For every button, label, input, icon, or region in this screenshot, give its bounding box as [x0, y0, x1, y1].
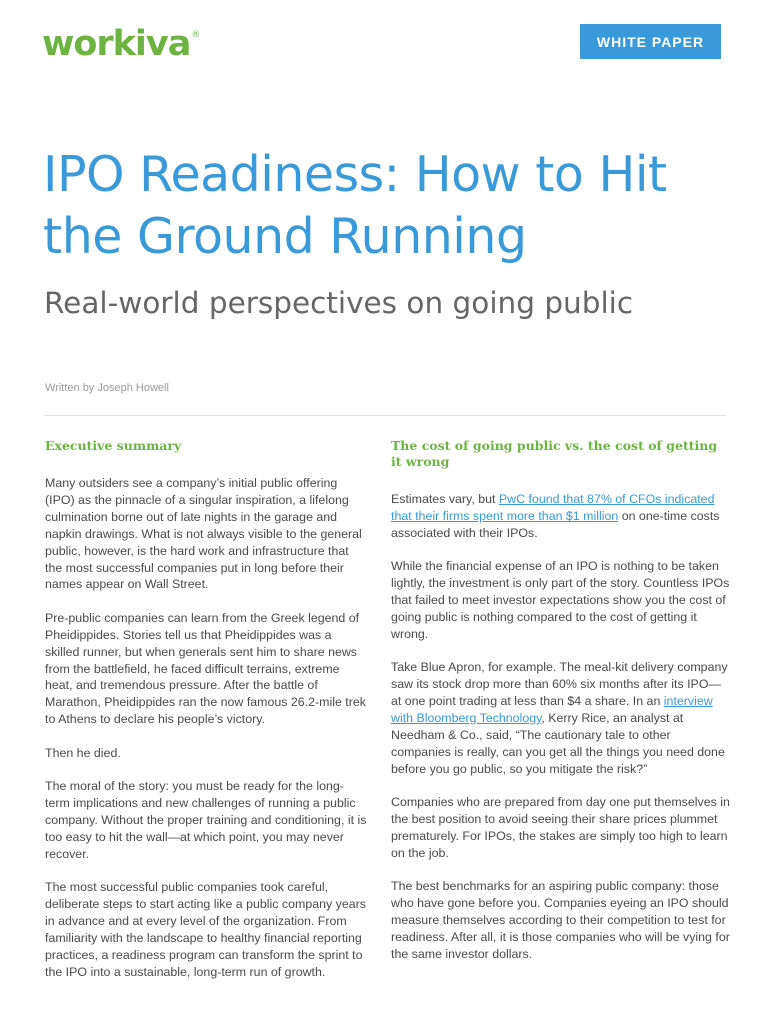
right-column	[391, 438, 731, 979]
page-subtitle: Real-world perspectives on going public	[44, 286, 634, 320]
paragraph: The best benchmarks for an aspiring public company: those who have gone before you. Companies eyeing an IPO should measure themselves according to their competition to test for readiness. After all, it is those companies who will be vying for the same investor dollars.	[391, 879, 730, 961]
white-paper-badge: WHITE PAPER	[580, 24, 721, 59]
page-title: IPO Readiness: How to Hit the Ground Running	[43, 146, 667, 265]
paragraph: Companies who are prepared from day one put themselves in the best position to avoid seeing their share prices plummet prematurely. For IPOs, the stakes are simply too high to learn on the job.	[391, 795, 730, 860]
paragraph: While the financial expense of an IPO is nothing to be taken lightly, the investment is only part of the story. Countless IPOs that failed to meet investor expectations show you the cost of going public is nothing compared to the cost of getting it wrong.	[391, 559, 730, 641]
paragraph: Pre-public companies can learn from the Greek legend of Pheidippides. Stories tell us that Pheidippides was a skilled runner, but when generals sent him to share news from the battlefield, he faced difficult terrains, extreme heat, and tremendous pressure. After the battle of Marathon, Pheidippides ran the now famous 26.2-mile trek to Athens to declare his people’s victory.	[45, 610, 366, 727]
registered-mark: ®	[191, 30, 200, 40]
executive-summary-heading: Executive summary	[45, 438, 182, 453]
left-column	[45, 438, 367, 997]
paragraph: The moral of the story: you must be ready for the long-term implications and new challenges of running a public company. Without the proper training and conditioning, it is too easy to hit the wall—at which point, you may never recover.	[45, 779, 367, 861]
author-byline: Written by Joseph Howell	[45, 382, 169, 394]
paragraph: Estimates vary, but PwC found that 87% of CFOs indicated that their firms spent more than $1 million on one-time costs associated with their IPOs.	[391, 492, 720, 540]
paragraph: Many outsiders see a company’s initial public offering (IPO) as the pinnacle of a singular inspiration, a lifelong culmination borne out of late nights in the garage and napkin drawings. What is not always visible to the general public, however, is the hard work and infrastructure that the most successful companies put in long before their names appear on Wall Street.	[45, 476, 362, 592]
paragraph: Then he died.	[45, 745, 121, 760]
header-divider	[44, 415, 725, 416]
workiva-logo	[42, 24, 199, 64]
pwc-study-link[interactable]: PwC found that 87% of CFOs indicated that their firms spent more than $1 million	[391, 492, 715, 523]
paragraph: The most successful public companies took careful, deliberate steps to start acting like a public company years in advance and at every level of the organization. From familiarity with the landscape to healthy financial reporting practices, a readiness program can transform the sprint to the IPO into a sustainable, long-term run of growth.	[45, 880, 366, 979]
cost-of-going-public-heading: The cost of going public vs. the cost of getting it wrong	[391, 438, 718, 469]
paragraph: Take Blue Apron, for example. The meal-kit delivery company saw its stock drop more than 60% six months after its IPO—at one point trading at less than $4 a share. In an interview with Bloomberg Technology, Kerry Rice, an analyst at Needham & Co., said, “The cautionary tale to other companies is really, can you get all the things you need done before you go public, so you mitigate the risk?”	[391, 660, 728, 776]
logo-text: workiva	[42, 24, 191, 64]
bloomberg-interview-link[interactable]: interview with Bloomberg Technology	[391, 694, 713, 725]
